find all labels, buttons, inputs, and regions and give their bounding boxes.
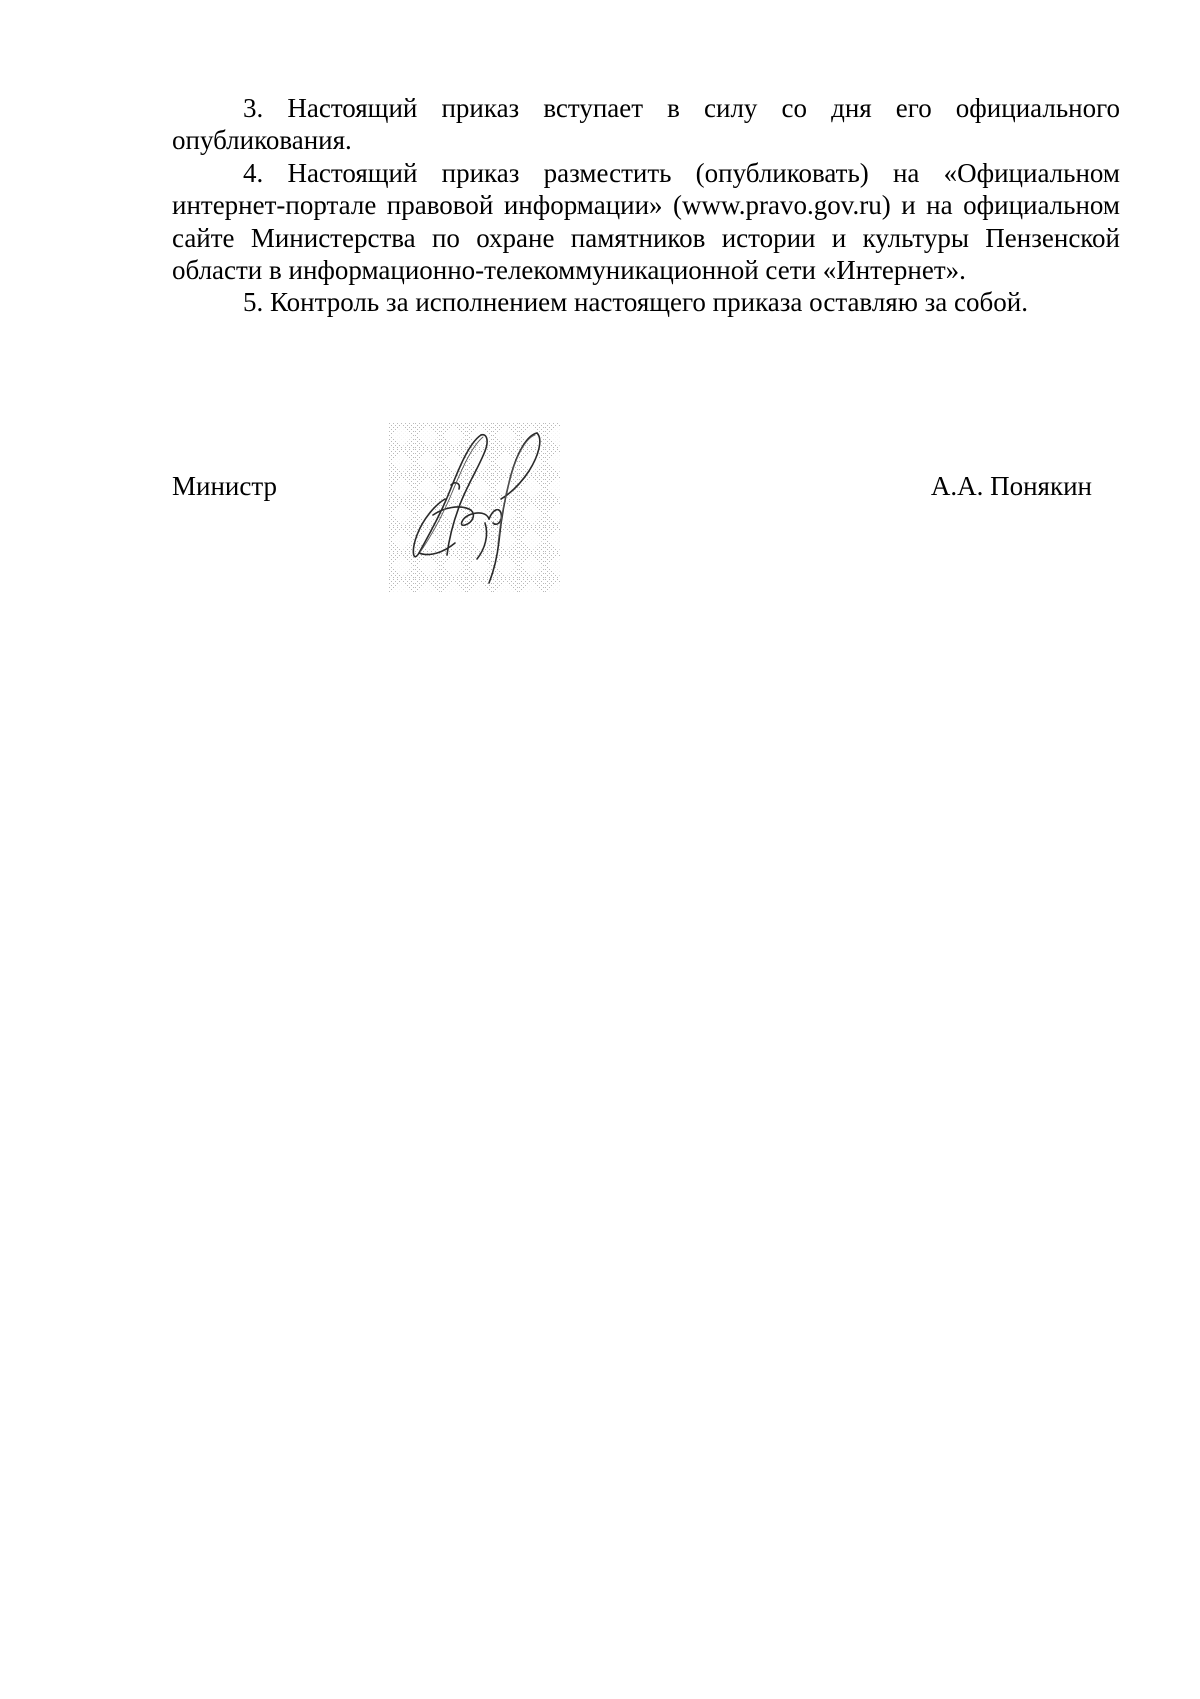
position-title: Министр [172, 471, 277, 501]
paragraph-4: 4. Настоящий приказ разместить (опубликовать) на «Официальном интернет-портале правовой информации» (www.pravo.gov.ru) и на официальном сайте Министерства по охране памятников истории и культуры Пензенской области в информационно-телекоммуникационной сети «Интернет». [172, 157, 1120, 286]
document-body [172, 92, 1120, 319]
signer-name: А.А. Понякин [930, 471, 1092, 501]
paragraph-3: 3. Настоящий приказ вступает в силу со дня его официального опубликования. [172, 93, 1120, 156]
paragraph-5: 5. Контроль за исполнением настоящего приказа оставляю за собой. [243, 287, 1028, 318]
signature-row [172, 470, 1092, 510]
